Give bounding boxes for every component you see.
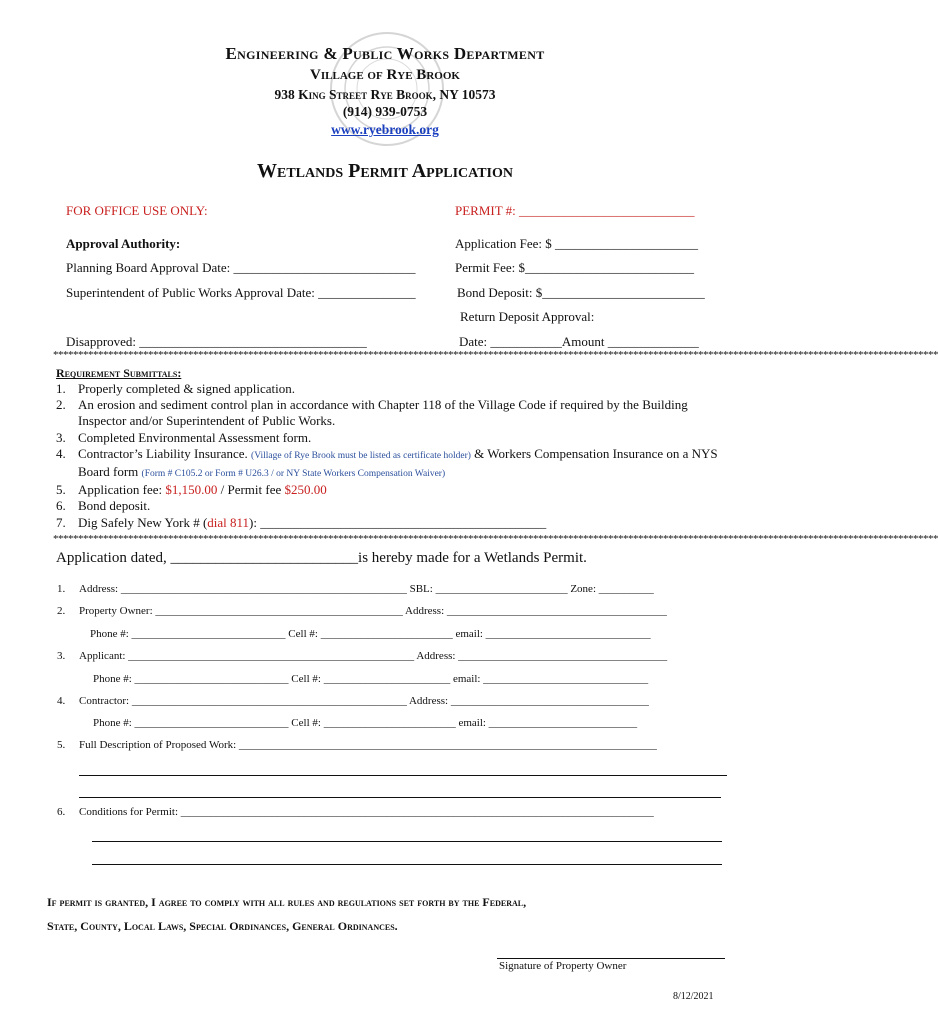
form-title: Wetlands Permit Application xyxy=(257,160,513,182)
description-line[interactable] xyxy=(79,775,727,776)
application-dated-field[interactable]: Application dated, _________________________is hereby made for a Wetlands Permit. xyxy=(56,550,587,566)
field-number: 6. xyxy=(57,806,66,818)
permit-fee-field[interactable]: Permit Fee: $__________________________ xyxy=(455,260,695,275)
form-number-note: (Form # C105.2 or Form # U26.3 / or NY State Workers Compensation Waiver) xyxy=(141,469,446,480)
conditions-line[interactable] xyxy=(92,841,722,842)
return-deposit-label: Return Deposit Approval: xyxy=(460,309,595,324)
dig-safely-field[interactable]: ): ____________________________________________ xyxy=(249,514,547,530)
workers-comp-text: & Workers Compensation Insurance on a NYS Board form xyxy=(78,445,718,480)
village-phone: (914) 939-0753 xyxy=(342,104,428,119)
contractor-field[interactable]: Contractor: __________________________________________________ Address: ____________________________________ xyxy=(79,695,649,707)
list-item: 3. Completed Environmental Assessment form. xyxy=(56,429,312,445)
divider-stars-2: ********************************************************************************************************************************************************************************* xyxy=(53,533,938,545)
list-item: 5. Application fee: $1,150.00 / Permit fee $250.00 xyxy=(56,482,327,498)
field-number: 2. xyxy=(57,605,66,617)
applicant-contact-field[interactable]: Phone #: ____________________________ Cell #: _______________________ email: ______________________________ xyxy=(93,673,649,685)
conditions-line[interactable] xyxy=(92,864,722,865)
requirements-list xyxy=(56,381,736,531)
contractor-contact-field[interactable]: Phone #: ____________________________ Cell #: ________________________ email: ___________________________ xyxy=(93,717,638,729)
insurance-text: Contractor’s Liability Insurance. xyxy=(78,445,252,461)
owner-contact-field[interactable]: Phone #: ____________________________ Cell #: ________________________ email: ______________________________ xyxy=(90,628,651,640)
signature-label: Signature of Property Owner xyxy=(499,960,627,972)
applicant-field[interactable]: Applicant: ____________________________________________________ Address: ______________________________________ xyxy=(79,650,668,662)
signature-line[interactable] xyxy=(497,958,725,959)
department-name: Engineering & Public Works Department xyxy=(225,44,545,63)
property-owner-field[interactable]: Property Owner: _____________________________________________ Address: ________________________________________ xyxy=(79,605,667,617)
conditions-field[interactable]: Conditions for Permit: ______________________________________________________________________________________ xyxy=(79,806,654,818)
list-item: 2. An erosion and sediment control plan in accordance with Chapter 118 of the Village Code if required by the Building Inspector and/or Superintendent of Public Works. xyxy=(56,397,688,429)
description-field[interactable]: Full Description of Proposed Work: ____________________________________________________________________________ xyxy=(79,739,657,751)
description-line[interactable] xyxy=(79,797,721,798)
field-number: 3. xyxy=(57,650,66,662)
approval-authority-label: Approval Authority: xyxy=(66,236,181,251)
village-name: Village of Rye Brook xyxy=(310,67,460,83)
agreement-line-1: If permit is granted, I agree to comply with all rules and regulations set forth by the Federal, xyxy=(47,895,527,909)
agreement-line-2: State, County, Local Laws, Special Ordinances, General Ordinances. xyxy=(47,919,398,933)
field-number: 5. xyxy=(57,739,66,751)
dial-811: dial 811 xyxy=(207,514,250,530)
list-item: 6. Bond deposit. xyxy=(56,498,151,514)
date-amount-field[interactable]: Date: ___________Amount ______________ xyxy=(459,334,699,349)
application-fee-field[interactable]: Application Fee: $ ______________________ xyxy=(455,236,699,251)
superintendent-date-field[interactable]: Superintendent of Public Works Approval Date: _______________ xyxy=(66,285,416,300)
disapproved-field[interactable]: Disapproved: ___________________________________ xyxy=(66,334,367,349)
list-item: 7. Dig Safely New York # (dial 811): ____________________________________________ xyxy=(56,514,547,530)
list-item: 4. Contractor’s Liability Insurance. (Village of Rye Brook must be listed as certificate holder) & Workers Compensation Insurance on a NYS Board form (Form # C105.2 or Form # U26.3 / or NY State Workers Compensation Waiver) xyxy=(56,445,718,480)
field-number: 1. xyxy=(57,583,66,595)
list-item: 1. Properly completed & signed application. xyxy=(56,381,295,396)
address-sbl-zone-field[interactable]: Address: ____________________________________________________ SBL: ________________________ Zone: __________ xyxy=(79,583,654,595)
office-use-label: FOR OFFICE USE ONLY: xyxy=(66,203,208,218)
application-fee-amount: $1,150.00 xyxy=(165,482,218,498)
field-number: 4. xyxy=(57,695,66,707)
divider-stars-1: ********************************************************************************************************************************************************************************* xyxy=(53,349,938,361)
footer-date: 8/12/2021 xyxy=(673,991,714,1002)
planning-board-date-field[interactable]: Planning Board Approval Date: ____________________________ xyxy=(66,260,416,275)
website-link[interactable]: www.ryebrook.org xyxy=(331,122,439,137)
village-address: 938 King Street Rye Brook, NY 10573 xyxy=(274,87,496,102)
certificate-holder-note: (Village of Rye Brook must be listed as certificate holder) xyxy=(251,450,471,461)
permit-number-field[interactable]: PERMIT #: ___________________________ xyxy=(455,203,695,218)
bond-deposit-field[interactable]: Bond Deposit: $_________________________ xyxy=(457,285,705,300)
requirements-heading: Requirement Submittals: xyxy=(56,366,182,380)
permit-fee-amount: $250.00 xyxy=(284,482,327,498)
